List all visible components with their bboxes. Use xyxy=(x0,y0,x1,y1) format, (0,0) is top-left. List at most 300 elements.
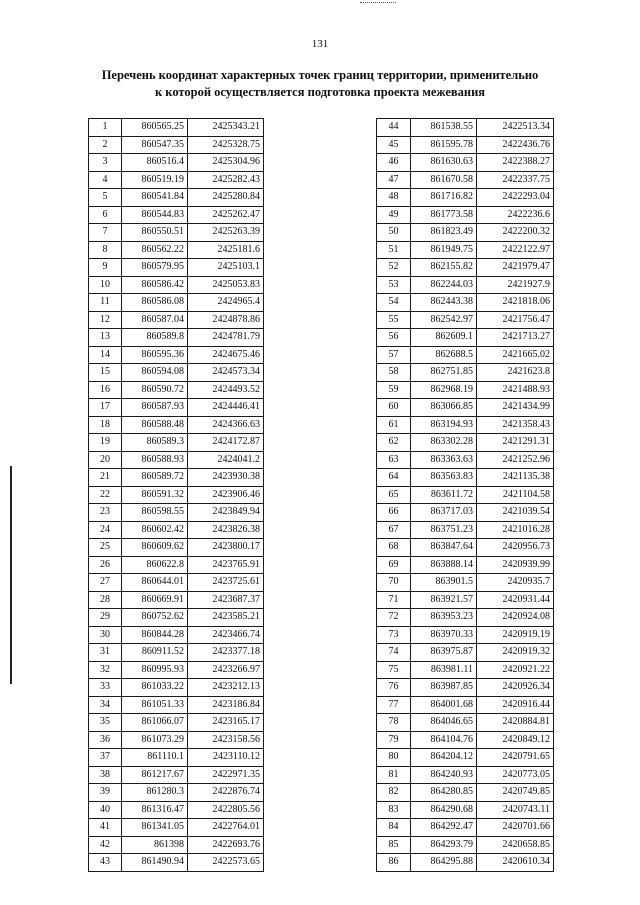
x-coordinate: 860602.42 xyxy=(122,521,188,539)
table-row xyxy=(377,171,554,189)
x-coordinate: 860598.55 xyxy=(122,504,188,522)
point-number: 25 xyxy=(89,539,122,557)
x-coordinate: 862609.1 xyxy=(411,329,477,347)
x-coordinate: 861595.78 xyxy=(411,136,477,154)
y-coordinate: 2421358.43 xyxy=(477,416,554,434)
table-row xyxy=(89,609,264,627)
x-coordinate: 863611.72 xyxy=(411,486,477,504)
point-number: 26 xyxy=(89,556,122,574)
y-coordinate: 2424965.4 xyxy=(188,294,264,312)
x-coordinate: 860587.93 xyxy=(122,399,188,417)
table-row xyxy=(377,504,554,522)
point-number: 41 xyxy=(89,819,122,837)
y-coordinate: 2423186.84 xyxy=(188,696,264,714)
table-row xyxy=(377,364,554,382)
y-coordinate: 2424675.46 xyxy=(188,346,264,364)
y-coordinate: 2421623.8 xyxy=(477,364,554,382)
x-coordinate: 863888.14 xyxy=(411,556,477,574)
point-number: 73 xyxy=(377,626,411,644)
y-coordinate: 2420956.73 xyxy=(477,539,554,557)
x-coordinate: 860588.93 xyxy=(122,451,188,469)
y-coordinate: 2420701.66 xyxy=(477,819,554,837)
table-row xyxy=(89,486,264,504)
table-row xyxy=(89,679,264,697)
x-coordinate: 860622.8 xyxy=(122,556,188,574)
scan-artifact xyxy=(360,2,396,6)
table-row xyxy=(89,434,264,452)
table-row xyxy=(89,556,264,574)
x-coordinate: 860594.08 xyxy=(122,364,188,382)
y-coordinate: 2422236.6 xyxy=(477,206,554,224)
point-number: 81 xyxy=(377,766,411,784)
x-coordinate: 860586.08 xyxy=(122,294,188,312)
y-coordinate: 2422971.35 xyxy=(188,766,264,784)
x-coordinate: 864001.68 xyxy=(411,696,477,714)
y-coordinate: 2420791.65 xyxy=(477,749,554,767)
table-row xyxy=(89,451,264,469)
y-coordinate: 2423466.74 xyxy=(188,626,264,644)
y-coordinate: 2422876.74 xyxy=(188,784,264,802)
point-number: 68 xyxy=(377,539,411,557)
y-coordinate: 2421016.28 xyxy=(477,521,554,539)
table-row xyxy=(377,381,554,399)
table-row xyxy=(377,679,554,697)
y-coordinate: 2421818.06 xyxy=(477,294,554,312)
x-coordinate: 860595.36 xyxy=(122,346,188,364)
point-number: 57 xyxy=(377,346,411,364)
point-number: 29 xyxy=(89,609,122,627)
x-coordinate: 864293.79 xyxy=(411,836,477,854)
table-row xyxy=(89,854,264,872)
table-row xyxy=(377,346,554,364)
y-coordinate: 2422388.27 xyxy=(477,154,554,172)
point-number: 43 xyxy=(89,854,122,872)
table-row xyxy=(377,819,554,837)
point-number: 44 xyxy=(377,119,411,137)
point-number: 69 xyxy=(377,556,411,574)
table-row xyxy=(377,136,554,154)
x-coordinate: 860589.8 xyxy=(122,329,188,347)
table-row xyxy=(89,714,264,732)
point-number: 33 xyxy=(89,679,122,697)
table-row xyxy=(89,819,264,837)
x-coordinate: 863066.85 xyxy=(411,399,477,417)
point-number: 4 xyxy=(89,171,122,189)
table-row xyxy=(89,784,264,802)
y-coordinate: 2421039.54 xyxy=(477,504,554,522)
table-row xyxy=(89,136,264,154)
x-coordinate: 861716.82 xyxy=(411,189,477,207)
table-row xyxy=(89,731,264,749)
y-coordinate: 2420658.85 xyxy=(477,836,554,854)
y-coordinate: 2423212.13 xyxy=(188,679,264,697)
point-number: 78 xyxy=(377,714,411,732)
point-number: 48 xyxy=(377,189,411,207)
x-coordinate: 863975.87 xyxy=(411,644,477,662)
table-row xyxy=(89,504,264,522)
table-row xyxy=(89,346,264,364)
x-coordinate: 861490.94 xyxy=(122,854,188,872)
x-coordinate: 860752.62 xyxy=(122,609,188,627)
y-coordinate: 2423687.37 xyxy=(188,591,264,609)
point-number: 6 xyxy=(89,206,122,224)
point-number: 10 xyxy=(89,276,122,294)
y-coordinate: 2425280.84 xyxy=(188,189,264,207)
y-coordinate: 2420849.12 xyxy=(477,731,554,749)
table-row xyxy=(377,311,554,329)
table-row xyxy=(377,241,554,259)
y-coordinate: 2421713.27 xyxy=(477,329,554,347)
table-row xyxy=(377,276,554,294)
point-number: 23 xyxy=(89,504,122,522)
table-row xyxy=(89,591,264,609)
y-coordinate: 2421291.31 xyxy=(477,434,554,452)
table-row xyxy=(89,224,264,242)
y-coordinate: 2424878.86 xyxy=(188,311,264,329)
point-number: 36 xyxy=(89,731,122,749)
y-coordinate: 2423165.17 xyxy=(188,714,264,732)
table-row xyxy=(89,766,264,784)
y-coordinate: 2420743.11 xyxy=(477,801,554,819)
y-coordinate: 2421756.47 xyxy=(477,311,554,329)
point-number: 2 xyxy=(89,136,122,154)
y-coordinate: 2423826.38 xyxy=(188,521,264,539)
point-number: 9 xyxy=(89,259,122,277)
table-row xyxy=(377,451,554,469)
y-coordinate: 2422337.75 xyxy=(477,171,554,189)
point-number: 42 xyxy=(89,836,122,854)
x-coordinate: 861217.67 xyxy=(122,766,188,784)
point-number: 74 xyxy=(377,644,411,662)
point-number: 86 xyxy=(377,854,411,872)
y-coordinate: 2420610.34 xyxy=(477,854,554,872)
point-number: 75 xyxy=(377,661,411,679)
page-number: 131 xyxy=(311,38,329,50)
table-row xyxy=(89,574,264,592)
table-row xyxy=(89,469,264,487)
x-coordinate: 862542.97 xyxy=(411,311,477,329)
table-row xyxy=(89,696,264,714)
coordinates-table-right xyxy=(376,118,554,872)
y-coordinate: 2422573.65 xyxy=(188,854,264,872)
point-number: 20 xyxy=(89,451,122,469)
point-number: 77 xyxy=(377,696,411,714)
point-number: 85 xyxy=(377,836,411,854)
y-coordinate: 2423266.97 xyxy=(188,661,264,679)
table-row xyxy=(89,644,264,662)
y-coordinate: 2425262.47 xyxy=(188,206,264,224)
point-number: 64 xyxy=(377,469,411,487)
y-coordinate: 2423906.46 xyxy=(188,486,264,504)
point-number: 71 xyxy=(377,591,411,609)
table-row xyxy=(377,469,554,487)
point-number: 66 xyxy=(377,504,411,522)
point-number: 49 xyxy=(377,206,411,224)
table-row xyxy=(377,539,554,557)
x-coordinate: 860844.28 xyxy=(122,626,188,644)
point-number: 30 xyxy=(89,626,122,644)
y-coordinate: 2422764.01 xyxy=(188,819,264,837)
y-coordinate: 2421252.96 xyxy=(477,451,554,469)
x-coordinate: 861823.49 xyxy=(411,224,477,242)
point-number: 34 xyxy=(89,696,122,714)
y-coordinate: 2422805.56 xyxy=(188,801,264,819)
point-number: 7 xyxy=(89,224,122,242)
y-coordinate: 2421979.47 xyxy=(477,259,554,277)
x-coordinate: 861398 xyxy=(122,836,188,854)
table-row xyxy=(377,644,554,662)
point-number: 24 xyxy=(89,521,122,539)
x-coordinate: 860591.32 xyxy=(122,486,188,504)
y-coordinate: 2425328.75 xyxy=(188,136,264,154)
table-row xyxy=(377,556,554,574)
y-coordinate: 2420919.19 xyxy=(477,626,554,644)
x-coordinate: 861066.07 xyxy=(122,714,188,732)
table-row xyxy=(89,749,264,767)
table-row xyxy=(377,836,554,854)
table-row xyxy=(377,574,554,592)
table-row xyxy=(377,399,554,417)
x-coordinate: 864104.76 xyxy=(411,731,477,749)
x-coordinate: 860588.48 xyxy=(122,416,188,434)
point-number: 47 xyxy=(377,171,411,189)
table-row xyxy=(89,416,264,434)
point-number: 3 xyxy=(89,154,122,172)
table-row xyxy=(377,749,554,767)
point-number: 31 xyxy=(89,644,122,662)
y-coordinate: 2423849.94 xyxy=(188,504,264,522)
x-coordinate: 860519.19 xyxy=(122,171,188,189)
x-coordinate: 860516.4 xyxy=(122,154,188,172)
page-title xyxy=(30,67,610,101)
y-coordinate: 2422122.97 xyxy=(477,241,554,259)
y-coordinate: 2424446.41 xyxy=(188,399,264,417)
y-coordinate: 2425304.96 xyxy=(188,154,264,172)
point-number: 61 xyxy=(377,416,411,434)
x-coordinate: 864046.65 xyxy=(411,714,477,732)
y-coordinate: 2424493.52 xyxy=(188,381,264,399)
point-number: 58 xyxy=(377,364,411,382)
y-coordinate: 2420935.7 xyxy=(477,574,554,592)
scan-margin-line xyxy=(10,466,12,684)
y-coordinate: 2423930.38 xyxy=(188,469,264,487)
point-number: 59 xyxy=(377,381,411,399)
x-coordinate: 860550.51 xyxy=(122,224,188,242)
x-coordinate: 863981.11 xyxy=(411,661,477,679)
point-number: 11 xyxy=(89,294,122,312)
point-number: 14 xyxy=(89,346,122,364)
y-coordinate: 2420931.44 xyxy=(477,591,554,609)
x-coordinate: 860587.04 xyxy=(122,311,188,329)
point-number: 67 xyxy=(377,521,411,539)
x-coordinate: 863847.64 xyxy=(411,539,477,557)
x-coordinate: 860589.72 xyxy=(122,469,188,487)
x-coordinate: 860541.84 xyxy=(122,189,188,207)
table-row xyxy=(377,696,554,714)
y-coordinate: 2421488.93 xyxy=(477,381,554,399)
table-row xyxy=(89,801,264,819)
x-coordinate: 864295.88 xyxy=(411,854,477,872)
point-number: 13 xyxy=(89,329,122,347)
table-row xyxy=(89,154,264,172)
y-coordinate: 2422436.76 xyxy=(477,136,554,154)
x-coordinate: 863970.33 xyxy=(411,626,477,644)
x-coordinate: 860589.3 xyxy=(122,434,188,452)
point-number: 46 xyxy=(377,154,411,172)
y-coordinate: 2420884.81 xyxy=(477,714,554,732)
x-coordinate: 860579.95 xyxy=(122,259,188,277)
table-row xyxy=(377,154,554,172)
y-coordinate: 2423110.12 xyxy=(188,749,264,767)
x-coordinate: 862688.5 xyxy=(411,346,477,364)
x-coordinate: 863921.57 xyxy=(411,591,477,609)
x-coordinate: 864290.68 xyxy=(411,801,477,819)
point-number: 12 xyxy=(89,311,122,329)
y-coordinate: 2423377.18 xyxy=(188,644,264,662)
table-row xyxy=(89,259,264,277)
table-row xyxy=(377,434,554,452)
point-number: 38 xyxy=(89,766,122,784)
table-row xyxy=(89,399,264,417)
table-row xyxy=(377,591,554,609)
x-coordinate: 863987.85 xyxy=(411,679,477,697)
table-row xyxy=(89,539,264,557)
point-number: 55 xyxy=(377,311,411,329)
x-coordinate: 860590.72 xyxy=(122,381,188,399)
x-coordinate: 861051.33 xyxy=(122,696,188,714)
table-row xyxy=(377,801,554,819)
point-number: 35 xyxy=(89,714,122,732)
coordinates-table-left xyxy=(88,118,264,872)
y-coordinate: 2425343.21 xyxy=(188,119,264,137)
y-coordinate: 2425053.83 xyxy=(188,276,264,294)
table-row xyxy=(89,364,264,382)
x-coordinate: 863194.93 xyxy=(411,416,477,434)
x-coordinate: 860995.93 xyxy=(122,661,188,679)
point-number: 16 xyxy=(89,381,122,399)
x-coordinate: 861773.58 xyxy=(411,206,477,224)
x-coordinate: 862443.38 xyxy=(411,294,477,312)
x-coordinate: 861110.1 xyxy=(122,749,188,767)
y-coordinate: 2421927.9 xyxy=(477,276,554,294)
table-row xyxy=(377,416,554,434)
x-coordinate: 862968.19 xyxy=(411,381,477,399)
y-coordinate: 2422293.04 xyxy=(477,189,554,207)
table-row xyxy=(377,486,554,504)
point-number: 70 xyxy=(377,574,411,592)
y-coordinate: 2424172.87 xyxy=(188,434,264,452)
x-coordinate: 860644.01 xyxy=(122,574,188,592)
table-row xyxy=(89,329,264,347)
table-row xyxy=(377,259,554,277)
table-row xyxy=(89,294,264,312)
x-coordinate: 863563.83 xyxy=(411,469,477,487)
y-coordinate: 2425181.6 xyxy=(188,241,264,259)
x-coordinate: 860547.35 xyxy=(122,136,188,154)
x-coordinate: 862155.82 xyxy=(411,259,477,277)
point-number: 82 xyxy=(377,784,411,802)
table-row xyxy=(89,276,264,294)
x-coordinate: 861280.3 xyxy=(122,784,188,802)
table-row xyxy=(377,731,554,749)
table-row xyxy=(89,661,264,679)
x-coordinate: 861033.22 xyxy=(122,679,188,697)
x-coordinate: 863717.03 xyxy=(411,504,477,522)
y-coordinate: 2420924.08 xyxy=(477,609,554,627)
x-coordinate: 860586.42 xyxy=(122,276,188,294)
point-number: 40 xyxy=(89,801,122,819)
y-coordinate: 2424366.63 xyxy=(188,416,264,434)
y-coordinate: 2420926.34 xyxy=(477,679,554,697)
table-row xyxy=(377,294,554,312)
x-coordinate: 860911.52 xyxy=(122,644,188,662)
point-number: 45 xyxy=(377,136,411,154)
table-row xyxy=(89,241,264,259)
x-coordinate: 863302.28 xyxy=(411,434,477,452)
x-coordinate: 861316.47 xyxy=(122,801,188,819)
table-row xyxy=(377,766,554,784)
table-row xyxy=(89,626,264,644)
point-number: 83 xyxy=(377,801,411,819)
x-coordinate: 864292.47 xyxy=(411,819,477,837)
y-coordinate: 2425263.39 xyxy=(188,224,264,242)
table-row xyxy=(89,836,264,854)
x-coordinate: 861073.29 xyxy=(122,731,188,749)
table-row xyxy=(89,119,264,137)
table-row xyxy=(377,784,554,802)
x-coordinate: 864204.12 xyxy=(411,749,477,767)
table-row xyxy=(377,189,554,207)
point-number: 84 xyxy=(377,819,411,837)
point-number: 53 xyxy=(377,276,411,294)
y-coordinate: 2420916.44 xyxy=(477,696,554,714)
y-coordinate: 2425103.1 xyxy=(188,259,264,277)
table-row xyxy=(377,521,554,539)
x-coordinate: 864240.93 xyxy=(411,766,477,784)
y-coordinate: 2425282.43 xyxy=(188,171,264,189)
x-coordinate: 861341.05 xyxy=(122,819,188,837)
title-line-2: к которой осуществляется подготовка проекта межевания xyxy=(154,85,486,99)
y-coordinate: 2421434.99 xyxy=(477,399,554,417)
point-number: 32 xyxy=(89,661,122,679)
x-coordinate: 861538.55 xyxy=(411,119,477,137)
y-coordinate: 2423765.91 xyxy=(188,556,264,574)
point-number: 15 xyxy=(89,364,122,382)
point-number: 65 xyxy=(377,486,411,504)
point-number: 54 xyxy=(377,294,411,312)
y-coordinate: 2423158.56 xyxy=(188,731,264,749)
table-row xyxy=(89,521,264,539)
y-coordinate: 2420919.32 xyxy=(477,644,554,662)
y-coordinate: 2422200.32 xyxy=(477,224,554,242)
point-number: 19 xyxy=(89,434,122,452)
y-coordinate: 2424041.2 xyxy=(188,451,264,469)
x-coordinate: 860544.83 xyxy=(122,206,188,224)
table-row xyxy=(89,206,264,224)
x-coordinate: 860565.25 xyxy=(122,119,188,137)
x-coordinate: 861949.75 xyxy=(411,241,477,259)
y-coordinate: 2421665.02 xyxy=(477,346,554,364)
title-line-1: Перечень координат характерных точек границ территории, применительно xyxy=(101,68,539,82)
point-number: 60 xyxy=(377,399,411,417)
point-number: 27 xyxy=(89,574,122,592)
y-coordinate: 2422693.76 xyxy=(188,836,264,854)
point-number: 8 xyxy=(89,241,122,259)
table-row xyxy=(377,329,554,347)
table-row xyxy=(89,189,264,207)
point-number: 79 xyxy=(377,731,411,749)
point-number: 37 xyxy=(89,749,122,767)
